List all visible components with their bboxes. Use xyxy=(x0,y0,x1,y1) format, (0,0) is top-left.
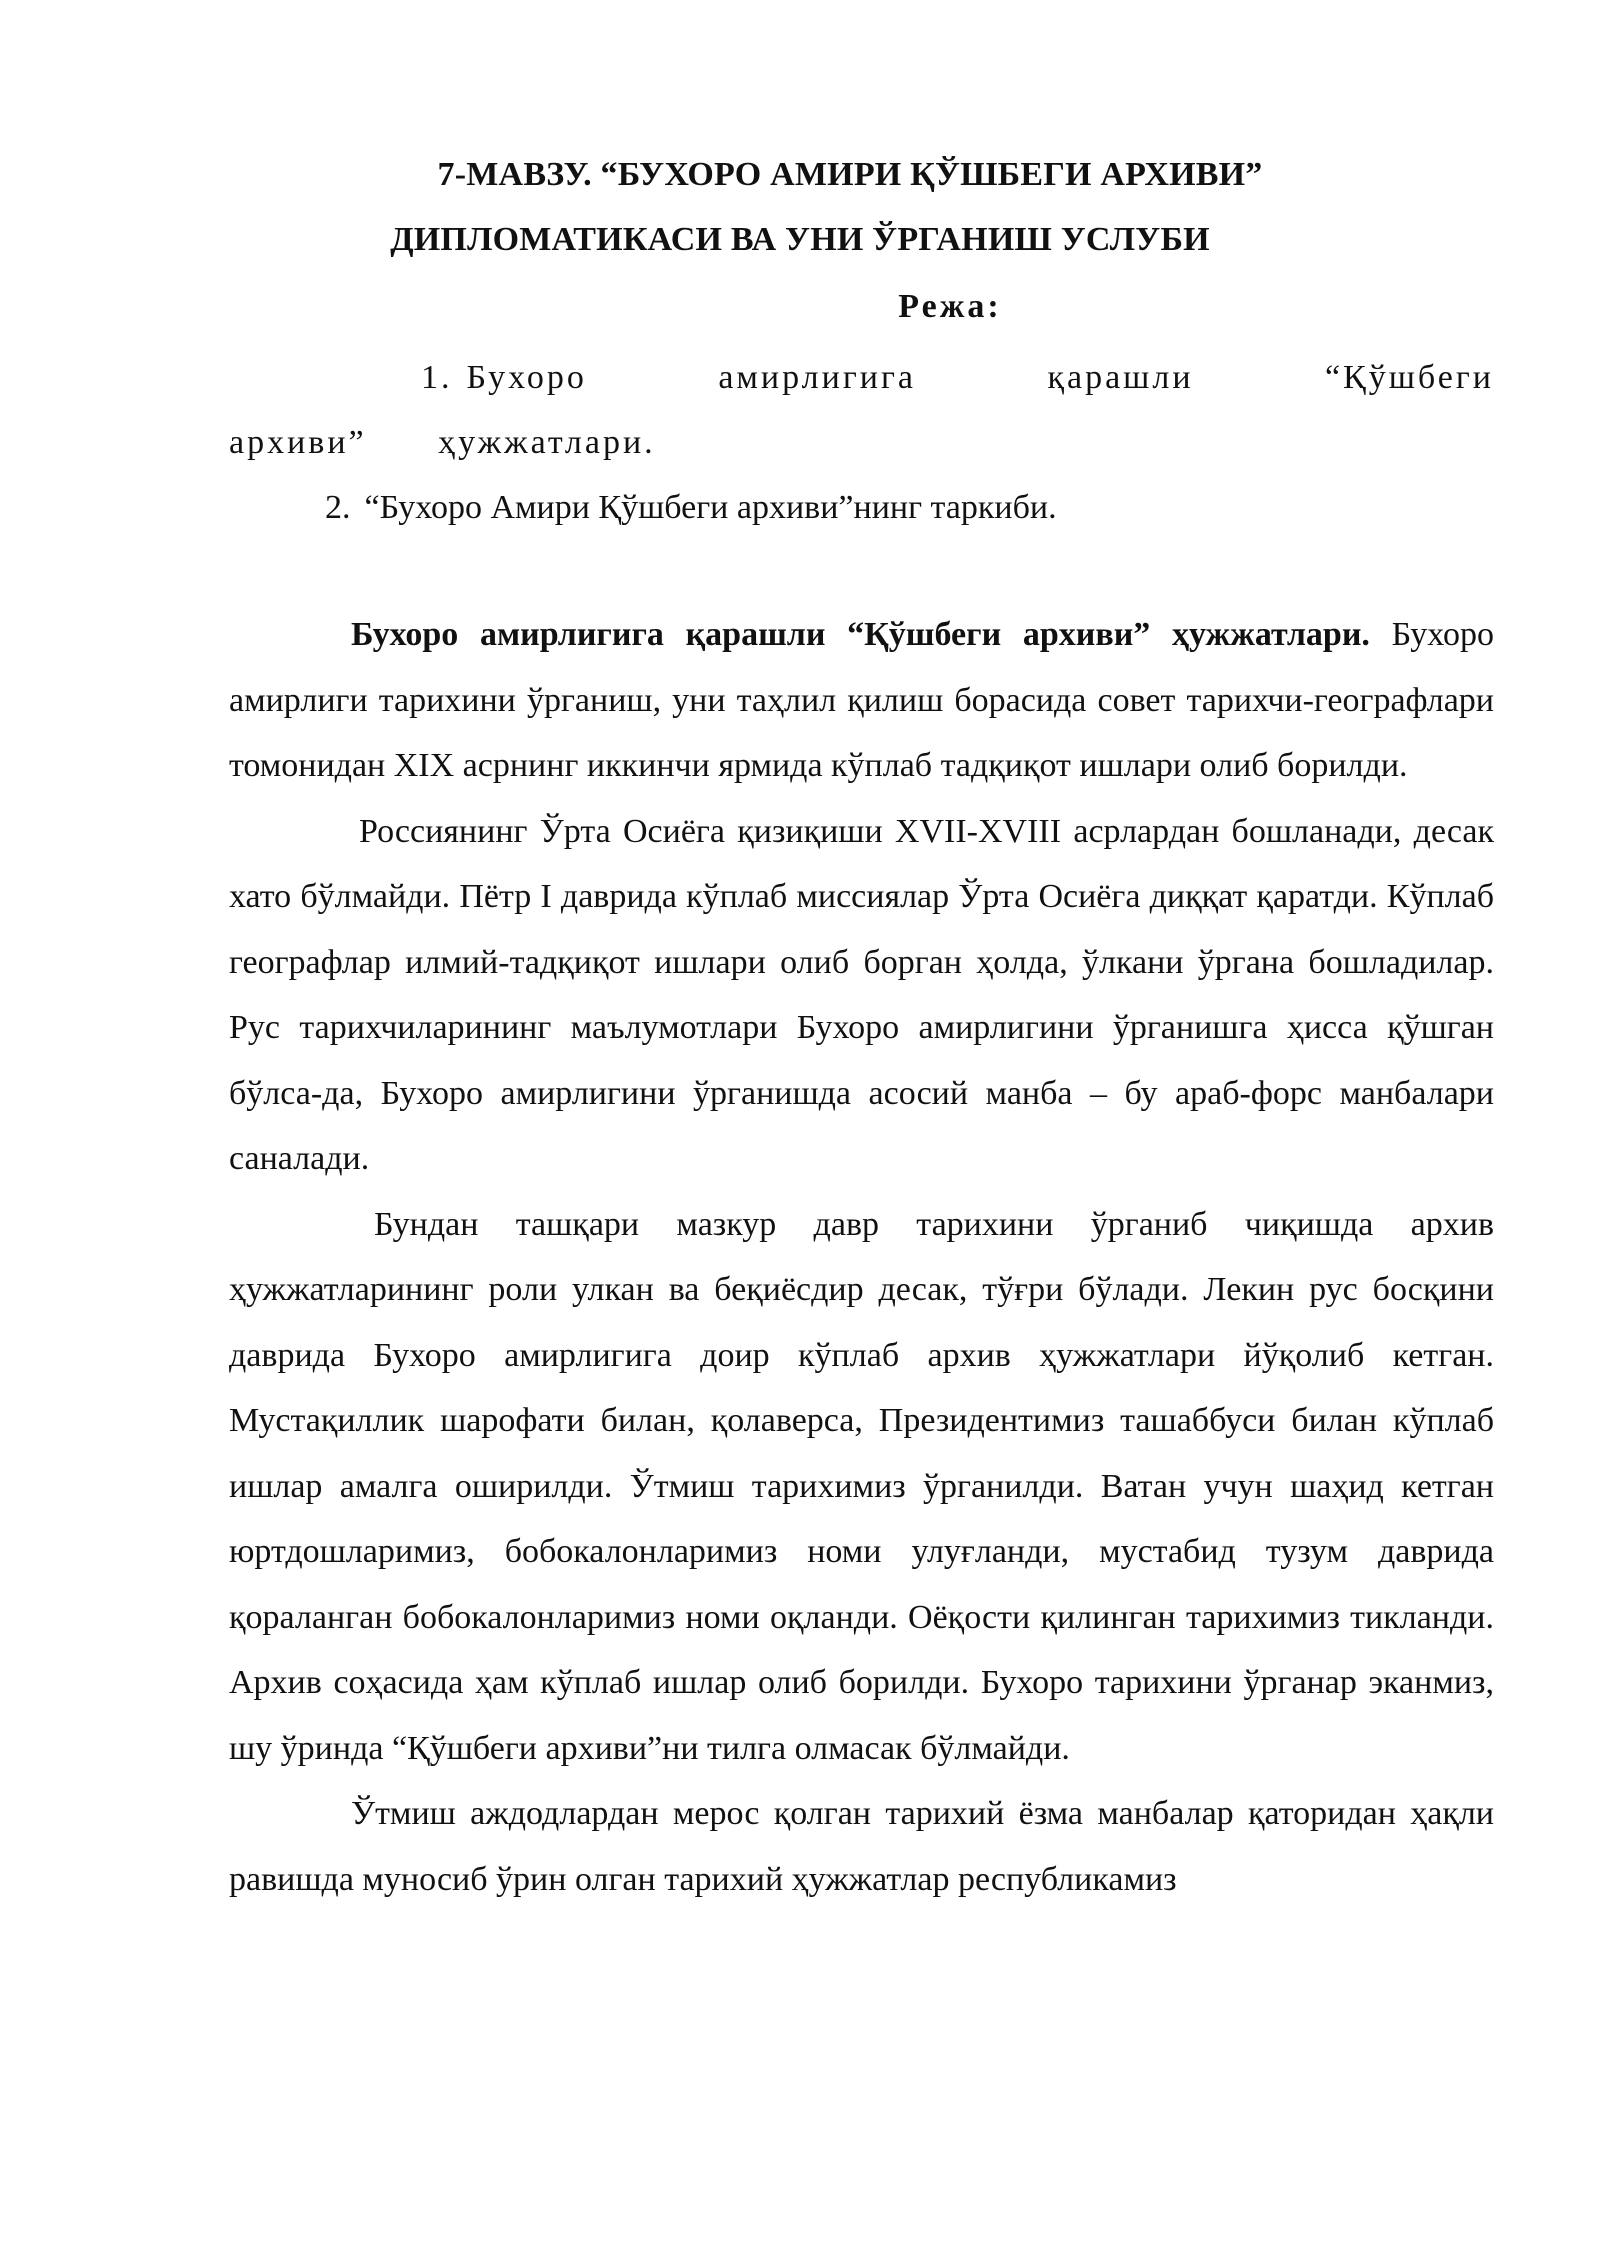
paragraph-text: Ўтмиш аждодлардан мерос қолган тарихий ёзма манбалар қаторидан ҳақли равишда муносиб ўрин олган тарихий ҳужжатлар республикамиз xyxy=(229,1795,1494,1898)
paragraph-4 xyxy=(229,1781,1494,1912)
body-text xyxy=(229,602,1494,1912)
plan-item-number: 2. xyxy=(325,489,351,526)
paragraph-text: Бухоро амирлиги тарихини ўрганиш, уни таҳлил қилиш борасида совет тарихчи-географлари томонидан XIX асрнинг иккинчи ярмида кўплаб тадқиқот ишлари олиб борилди. xyxy=(229,616,1494,784)
section-heading: Бухоро амирлигига қарашли “Қўшбеги архиви” ҳужжатлари. xyxy=(351,616,1370,653)
plan-item-number: 1. xyxy=(421,359,453,396)
document-title-line-2: ДИПЛОМАТИКАСИ ВА УНИ ЎРГАНИШ УСЛУБИ xyxy=(390,221,1210,258)
paragraph-text: Бундан ташқари мазкур давр тарихини ўрганиб чиқишда архив ҳужжатларининг роли улкан ва беқиёсдир десак, тўғри бўлади. Лекин рус босқини даврида Бухоро амирлигига доир кўплаб архив ҳужжатлари йўқолиб кетган. Мустақиллик шарофати билан, қолаверса, Президентимиз ташаббуси билан кўплаб ишлар амалга оширилди. Ўтмиш тарихимиз ўрганилди. Ватан учун шаҳид кетган юртдошларимиз, бобокалонларимиз номи улуғланди, мустабид тузум даврида қораланган бобокалонларимиз номи оқланди. Оёқости қилинган тарихимиз тикланди. Архив соҳасида ҳам кўплаб ишлар олиб борилди. Бухоро тарихини ўрганар эканмиз, шу ўринда “Қўшбеги архиви”ни тилга олмасак бўлмайди. xyxy=(229,1205,1494,1767)
paragraph-1 xyxy=(229,602,1494,799)
plan-item-text: Бухоро амирлигига қарашли “Қўшбеги архиви” ҳужжатлари. xyxy=(229,359,1494,461)
paragraph-3 xyxy=(229,1192,1494,1782)
paragraph-text: Россиянинг Ўрта Осиёга қизиқиши XVII-XVIII асрлардан бошланади, десак хато бўлмайди. Пётр I даврида кўплаб миссиялар Ўрта Осиёга диққат қаратди. Кўплаб географлар илмий-тадқиқот ишлари олиб борган ҳолда, ўлкани ўргана бошладилар. Рус тарихчиларининг маълумотлари Бухоро амирлигини ўрганишга ҳисса қўшган бўлса-да, Бухоро амирлигини ўрганишда асосий манба – бу араб-форс манбалари саналади. xyxy=(229,812,1494,1177)
plan-item-2 xyxy=(229,475,1494,540)
paragraph-2 xyxy=(229,799,1494,1192)
plan-heading: Режа: xyxy=(898,288,1002,325)
plan-item-1 xyxy=(229,345,1494,475)
plan-list xyxy=(229,345,1494,540)
plan-item-text: “Бухоро Амири Қўшбеги архиви”нинг таркиби. xyxy=(364,489,1057,526)
document-title-line-1: 7-МАВЗУ. “БУХОРО АМИРИ ҚЎШБЕГИ АРХИВИ” xyxy=(437,156,1263,193)
